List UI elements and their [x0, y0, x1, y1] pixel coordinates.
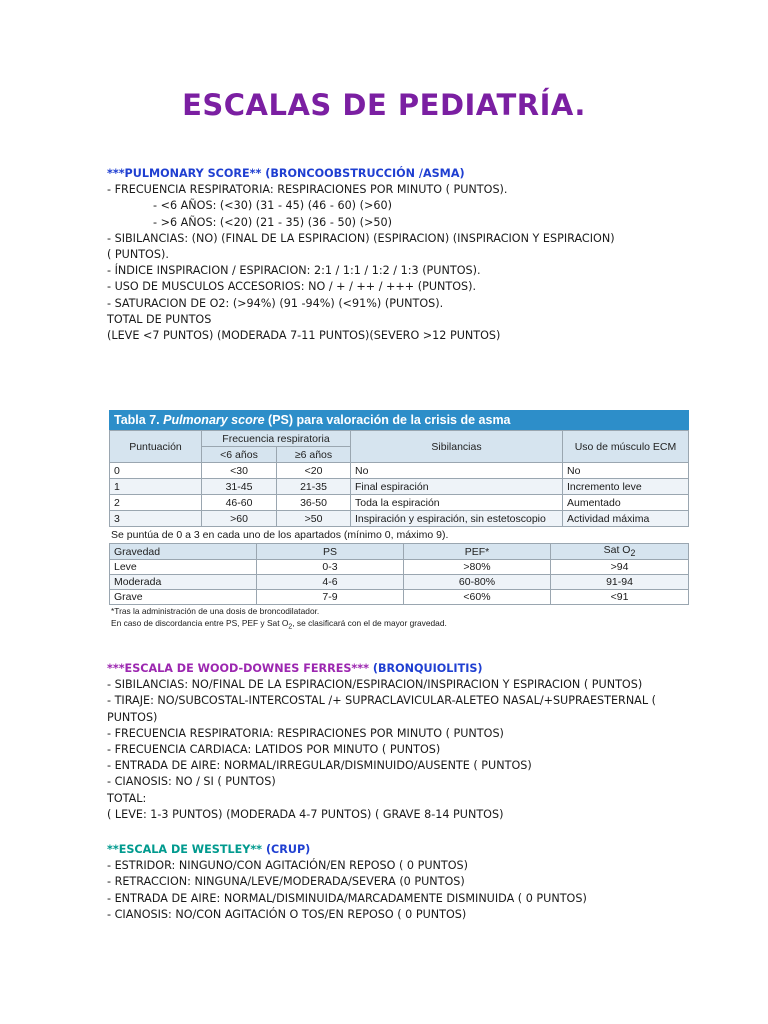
table-cell: 2: [110, 495, 202, 511]
table-row: [110, 495, 689, 511]
table-cell: 7-9: [257, 590, 404, 605]
pulmonary-score-table-figure: [109, 410, 689, 633]
table-cell: Toda la espiración: [351, 495, 563, 511]
table-footnote-2: [111, 618, 689, 633]
table-row: [110, 575, 689, 590]
table-cell: No: [563, 463, 689, 479]
table-cell: Incremento leve: [563, 479, 689, 495]
text-line: - >6 AÑOS: (<20) (21 - 35) (36 - 50) (>50): [153, 215, 392, 229]
wood-downes-section: [107, 661, 707, 823]
sat-subscript: 2: [630, 548, 636, 559]
text-line: - <6 AÑOS: (<30) (31 - 45) (46 - 60) (>60): [153, 199, 392, 213]
table-cell: Actividad máxima: [563, 511, 689, 527]
table-cell: <20: [277, 463, 351, 479]
table-row: [110, 463, 689, 479]
table-cell: <91: [551, 590, 689, 605]
table-cell: 3: [110, 511, 202, 527]
text-line: - ENTRADA DE AIRE: NORMAL/IRREGULAR/DISMINUIDO/AUSENTE ( PUNTOS): [107, 759, 532, 773]
heading-subtext: (CRUP): [265, 843, 311, 856]
table-cell: Grave: [110, 590, 257, 605]
text-line: - FRECUENCIA RESPIRATORIA: RESPIRACIONES POR MINUTO ( PUNTOS).: [107, 183, 508, 197]
text-line: - USO DE MUSCULOS ACCESORIOS: NO / + / ++ / +++ (PUNTOS).: [107, 280, 477, 294]
text-line: - RETRACCION: NINGUNA/LEVE/MODERADA/SEVERA (0 PUNTOS): [107, 875, 465, 889]
table-cell: 0: [110, 463, 202, 479]
table-cell: >50: [277, 511, 351, 527]
table-cell: 4-6: [257, 575, 404, 590]
text-line: ( LEVE: 1-3 PUNTOS) (MODERADA 4-7 PUNTOS) ( GRAVE 8-14 PUNTOS): [107, 807, 504, 821]
table-title-prefix: Tabla 7.: [114, 413, 160, 427]
table-note: Se puntúa de 0 a 3 en cada uno de los apartados (mínimo 0, máximo 9).: [111, 529, 449, 541]
wood-downes-heading: [107, 661, 707, 677]
text-line: - CIANOSIS: NO / SI ( PUNTOS): [107, 775, 276, 789]
table-cell: 0-3: [257, 560, 404, 575]
table-cell: <60%: [404, 590, 551, 605]
score-table: [109, 430, 689, 527]
table-cell: No: [351, 463, 563, 479]
table-cell: 46-60: [202, 495, 277, 511]
table-cell: Inspiración y espiración, sin estetoscopio: [351, 511, 563, 527]
text-line: TOTAL DE PUNTOS: [107, 312, 212, 326]
text-line: ( PUNTOS).: [107, 248, 169, 262]
table-footnote-1: *Tras la administración de una dosis de broncodilatador.: [111, 606, 320, 616]
col-header-ge6: ≥6 años: [277, 447, 351, 463]
table-cell: 60-80%: [404, 575, 551, 590]
table-cell: Aumentado: [563, 495, 689, 511]
text-line: - SIBILANCIAS: NO/FINAL DE LA ESPIRACION/ESPIRACION/INSPIRACION Y ESPIRACION ( PUNTOS): [107, 678, 643, 692]
table-title-italic: Pulmonary score: [163, 413, 265, 427]
col-header-ps: PS: [257, 544, 404, 560]
text-line: - TIRAJE: NO/SUBCOSTAL-INTERCOSTAL /+ SUPRACLAVICULAR-ALETEO NASAL/+SUPRAESTERNAL (: [107, 694, 656, 708]
westley-section: [107, 842, 707, 923]
table-cell: Leve: [110, 560, 257, 575]
table-cell: >60: [202, 511, 277, 527]
col-header-frecuencia: Frecuencia respiratoria: [202, 431, 351, 447]
text-line: - ÍNDICE INSPIRACION / ESPIRACION: 2:1 / 1:1 / 1:2 / 1:3 (PUNTOS).: [107, 264, 481, 278]
table-row: [110, 560, 689, 575]
pulmonary-score-heading: ***PULMONARY SCORE** (BRONCOOBSTRUCCIÓN /ASMA): [107, 167, 465, 180]
col-header-pef: PEF*: [404, 544, 551, 560]
footnote-text: , se clasificará con el de mayor gravedad.: [292, 618, 447, 628]
text-line: - CIANOSIS: NO/CON AGITACIÓN O TOS/EN REPOSO ( 0 PUNTOS): [107, 907, 467, 921]
heading-text: ***ESCALA DE WOOD-DOWNES FERRES***: [107, 662, 369, 675]
table-title-suffix: (PS) para valoración de la crisis de asma: [268, 413, 511, 427]
col-header-sat: [551, 544, 689, 560]
sat-label: Sat O: [603, 544, 631, 557]
table-cell: 36-50: [277, 495, 351, 511]
col-header-gravedad: Gravedad: [110, 544, 257, 560]
table-cell: 31-45: [202, 479, 277, 495]
text-line: - FRECUENCIA RESPIRATORIA: RESPIRACIONES POR MINUTO ( PUNTOS): [107, 726, 504, 740]
table-cell: Final espiración: [351, 479, 563, 495]
footnote-subscript: 2: [288, 623, 293, 631]
text-line: - ESTRIDOR: NINGUNO/CON AGITACIÓN/EN REPOSO ( 0 PUNTOS): [107, 859, 468, 873]
pulmonary-score-section: [107, 166, 707, 344]
table-cell: 21-35: [277, 479, 351, 495]
col-header-sibilancias: Sibilancias: [351, 431, 563, 463]
westley-heading: [107, 842, 707, 858]
footnote-text: En caso de discordancia entre PS, PEF y Sat O: [111, 618, 289, 628]
severity-table: [109, 543, 689, 605]
table-cell: >94: [551, 560, 689, 575]
col-header-puntuacion: Puntuación: [110, 431, 202, 463]
table-cell: <30: [202, 463, 277, 479]
table-title: [109, 410, 689, 430]
heading-text: **ESCALA DE WESTLEY**: [107, 843, 263, 856]
heading-subtext: (BRONQUIOLITIS): [372, 662, 483, 675]
text-line: TOTAL:: [107, 791, 147, 805]
table-cell: 91-94: [551, 575, 689, 590]
table-row: [110, 511, 689, 527]
table-row: [110, 479, 689, 495]
text-line: - ENTRADA DE AIRE: NORMAL/DISMINUIDA/MARCADAMENTE DISMINUIDA ( 0 PUNTOS): [107, 891, 587, 905]
col-header-musculo: Uso de músculo ECM: [563, 431, 689, 463]
text-line: - SATURACION DE O2: (>94%) (91 -94%) (<91%) (PUNTOS).: [107, 296, 444, 310]
table-cell: 1: [110, 479, 202, 495]
col-header-lt6: <6 años: [202, 447, 277, 463]
table-row: [110, 590, 689, 605]
table-cell: >80%: [404, 560, 551, 575]
text-line: - FRECUENCIA CARDIACA: LATIDOS POR MINUTO ( PUNTOS): [107, 743, 441, 757]
text-line: (LEVE <7 PUNTOS) (MODERADA 7-11 PUNTOS)(SEVERO >12 PUNTOS): [107, 329, 501, 343]
text-line: PUNTOS): [107, 710, 158, 724]
page-title: ESCALAS DE PEDIATRÍA.: [182, 88, 586, 122]
table-cell: Moderada: [110, 575, 257, 590]
text-line: - SIBILANCIAS: (NO) (FINAL DE LA ESPIRACION) (ESPIRACION) (INSPIRACION Y ESPIRACION): [107, 231, 615, 245]
